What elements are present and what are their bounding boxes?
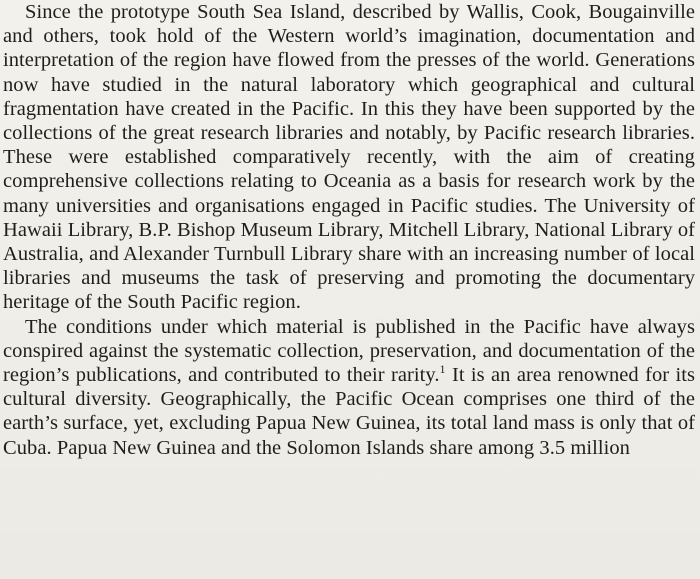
- paragraph-1-text: Since the prototype South Sea Island, described by Wallis, Cook, Bougainville and others, took hold of the Western world’s imagination, documentation and interpretation of the region have flowed from the presses of the world. Generations now have studied in the natural laboratory which geographical and cultural fragmentation have created in the Pacific. In this they have been supported by the collections of the great research libraries and notably, by Pacific research libraries. These were established comparatively recently, with the aim of creating comprehensive collections relating to Oceania as a basis for research work by the many universities and organisations engaged in Pacific studies. The University of Hawaii Library, B.P. Bishop Museum Library, Mitchell Library, National Library of Australia, and Alexander Turnbull Library share with an increasing number of local libraries and museums the task of preserving and promoting the documentary heritage of the South Pacific region.: [3, 1, 695, 314]
- paragraph-2: [3, 315, 695, 460]
- paragraph-2-text-before-footnote: The conditions under which material is published in the Pacific have always conspired against the systematic collection, preservation, and documentation of the region’s publications, and contributed to their rarity.: [3, 315, 695, 387]
- paragraph-1: [3, 0, 695, 315]
- footnote-marker: 1: [439, 362, 446, 377]
- paragraph-2-text-after-footnote: It is an area renowned for its cultural diversity. Geographically, the Pacific Ocean comprises one third of the earth’s surface, yet, excluding Papua New Guinea, its total land mass is only that of Cuba. Papua New Guinea and the Solomon Islands share among 3.5 million: [3, 364, 695, 459]
- body-text: [3, 0, 695, 460]
